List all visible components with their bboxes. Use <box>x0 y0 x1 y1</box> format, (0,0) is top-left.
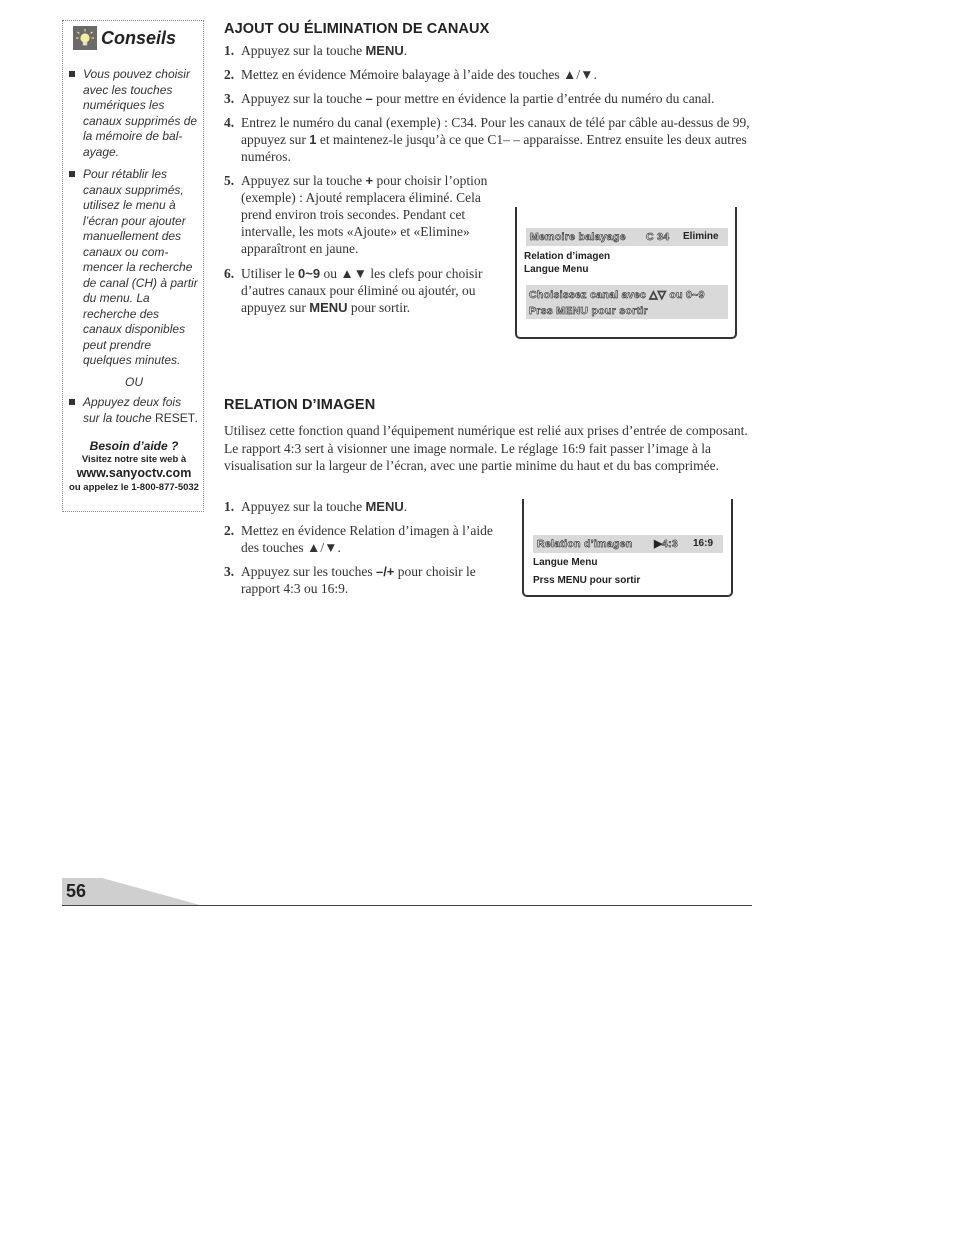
one-key-label: 1 <box>309 132 317 147</box>
step-item: 6. Utiliser le 0~9 ou ▲▼ les clefs pour choisir d’autres canaux pour éliminé ou ajoutér, ou appuyez sur MENU pour sortir. <box>224 266 483 315</box>
menu-help-box: Choisissez canal avec △▽ ou 0~9 Prss MENU pour sortir <box>526 285 728 319</box>
tv-osd-screen <box>515 207 737 339</box>
step-item: 1. Appuyez sur la touche MENU. <box>224 43 408 58</box>
tip-text: Appuyez deux fois sur la touche RESET. <box>83 395 199 425</box>
menu-key-label: MENU <box>365 499 404 514</box>
menu-row-selected: Relation d’imagen ▶ 4:3 16:9 <box>533 535 723 553</box>
plus-key-label: + <box>365 173 374 188</box>
lightbulb-icon <box>73 26 97 50</box>
page-number: 56 <box>66 881 87 901</box>
tip-item <box>67 67 201 160</box>
sidebar-title: Conseils <box>101 27 177 48</box>
menu-item: Langue Menu <box>524 264 589 275</box>
tip-text: Pour rétablir les canaux supprimés, utilisez le menu à l’écran pour ajouter manuellement des canaux ou com-mencer la recherche de canal (CH) à partir du menu. La recherche des canaux disponibles peut prendre quelques minutes. <box>83 167 198 367</box>
step-item: 2. Mettez en évidence Mémoire balayage à l’aide des touches ▲/▼. <box>224 67 597 82</box>
minus-plus-key-label: –/+ <box>375 564 395 579</box>
tip-item <box>67 395 201 426</box>
step-item: 4. Entrez le numéro du canal (exemple) : C34. Pour les canaux de télé par câble au-dessus de 99, appuyez sur 1 et maintenez-le jusqu’à ce que C1– – apparaisse. Entrez ensuite les deux autres numéros. <box>224 115 750 164</box>
step-item: 5. Appuyez sur la touche + pour choisir l’option (exemple) : Ajouté remplacera éliminé. Cela prend environ trois secondes. Pendant cet intervalle, les mots «Ajoute» et «Elimine» apparaîtront en jaune. <box>224 173 488 256</box>
menu-key-label: MENU <box>309 300 348 315</box>
or-separator: OU <box>125 375 143 389</box>
menu-key-label: MENU <box>365 43 404 58</box>
digits-key-label: 0~9 <box>298 266 321 281</box>
menu-item: Relation d’imagen <box>524 251 611 262</box>
section-title: AJOUT OU ÉLIMINATION DE CANAUX <box>224 21 490 37</box>
bullet-icon <box>69 71 75 77</box>
menu-row-selected: Memoire balayage C 34 Elimine <box>526 228 728 246</box>
bullet-icon <box>69 171 75 177</box>
tip-text: Vous pouvez choisir avec les touches numériques les canaux supprimés de la mémoire de bal-ayage. <box>83 67 198 159</box>
sidebar-header <box>73 26 176 50</box>
footer-rule <box>62 905 752 906</box>
help-heading: Besoin d’aide ? <box>89 439 179 453</box>
step-item: 3. Appuyez sur la touche – pour mettre en évidence la partie d’entrée du numéro du canal. <box>224 91 715 106</box>
help-phone: ou appelez le 1-800-877-5032 <box>69 482 199 493</box>
section-title: RELATION D’IMAGEN <box>224 397 376 413</box>
tips-sidebar <box>62 20 204 512</box>
help-line: Visitez notre site web à <box>81 454 187 465</box>
reset-key-label: RESET <box>155 410 196 425</box>
tv-osd-screen <box>522 499 733 597</box>
minus-key-label: – <box>365 91 373 106</box>
triangle-right-icon: ▶ <box>654 538 663 550</box>
menu-item: Prss MENU pour sortir <box>533 575 641 586</box>
menu-item: Langue Menu <box>533 557 598 568</box>
bullet-icon <box>69 399 75 405</box>
step-item: 2. Mettez en évidence Relation d’imagen à l’aide des touches ▲/▼. <box>224 523 493 555</box>
help-website-link[interactable]: www.sanyoctv.com <box>76 466 192 480</box>
section-intro: Utilisez cette fonction quand l’équipement numérique est relié aux prises d’entrée de composant. Le rapport 4:3 sert à visionner une image normale. Le réglage 16:9 fait passer l’image à la visualisation sur la largeur de l’écran, avec une partie minime du haut et du bas comprimée. <box>224 423 748 473</box>
tip-item <box>67 167 201 369</box>
step-item: 3. Appuyez sur les touches –/+ pour choisir le rapport 4:3 ou 16:9. <box>224 564 476 596</box>
step-item: 1. Appuyez sur la touche MENU. <box>224 499 408 514</box>
